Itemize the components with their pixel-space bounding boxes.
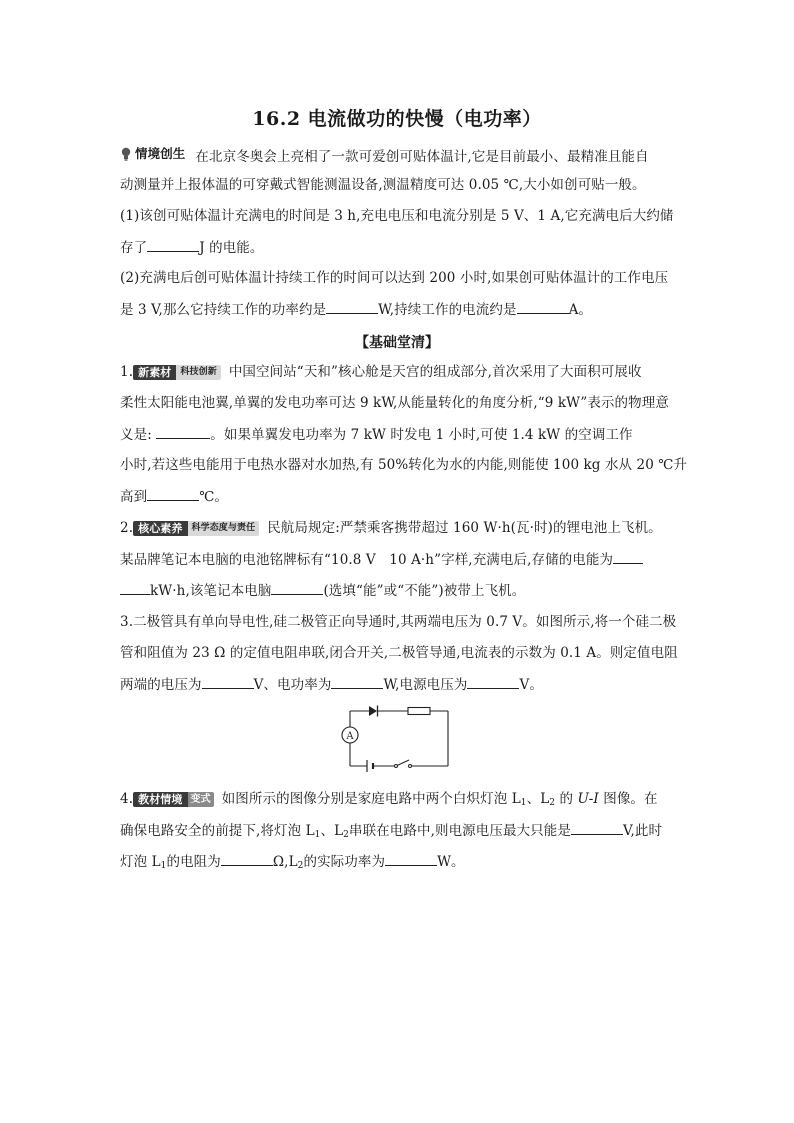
answer-blank[interactable] [147,237,199,252]
q1-line-2: 柔性太阳能电池翼,单翼的发电功率可达 9 kW,从能量转化的角度分析,“9 kW”表示的物理意 [120,395,669,411]
intro-q1-line-2: 存了 J 的电能。 [120,237,680,258]
answer-blank[interactable] [271,580,323,595]
q1-line-3: 义是: 。如果单翼发电功率为 7 kW 时发电 1 小时,可使 1.4 kW 的空调工作 [120,424,680,445]
q2-line-3: kW·h,该笔记本电脑 (选填“能”或“不能”)被带上飞机。 [120,580,680,601]
answer-blank[interactable] [467,674,519,689]
answer-blank[interactable] [613,549,643,564]
intro-q1-line-1: (1)该创可贴体温计充满电的时间是 3 h,充电电压和电流分别是 5 V、1 A,它充满电后大约储 [120,208,674,224]
new-material-tag: 新素材 科技创新 [133,365,221,380]
q4-line-1: 4. 教材情境 变式 如图所示的图像分别是家庭电路中两个白炽灯泡 $L_1$、$L_2$ 的 U-I 图像。在 [120,791,658,808]
circuit-diagram [338,700,454,776]
intro-q2-line-2: 是 3 V,那么它持续工作的功率约是 W,持续工作的电流约是 A。 [120,299,680,320]
q3-line-2: 管和阻值为 23 Ω 的定值电阻串联,闭合开关,二极管导通,电流表的示数为 0.1 A。则定值电阻 [120,645,678,661]
intro-text: 在北京冬奥会上亮相了一款可爱创可贴体温计,它是目前最小、最精准且能自 [195,149,649,165]
page-title: 16.2 电流做功的快慢（电功率） [252,108,542,130]
battery-symbol [367,760,373,772]
q4-line-3: 灯泡 $L_1$的电阻为 $\Omega,L_2$的实际功率为 W。 [120,851,680,876]
resistor-symbol [408,708,430,715]
answer-blank[interactable] [221,851,273,866]
switch-symbol [395,760,412,768]
intro-line-2: 动测量并上报体温的可穿戴式智能测温设备,测温精度可达 0.05 ℃,大小如创可贴一般。 [120,177,646,193]
answer-blank[interactable] [326,299,378,314]
q3-line-1: 3.二极管具有单向导电性,硅二极管正向导通时,其两端电压为 0.7 V。如图所示,将一个硅二极 [120,614,677,630]
q4-line-2: 确保电路安全的前提下,将灯泡 $L_1$、$L_2$串联在电路中,则电源电压最大只能是 V,此时 [120,820,680,845]
q1-line-1: 1. 新素材 科技创新 中国空间站“天和”核心舱是天宫的组成部分,首次采用了大面积可展收 [120,364,642,380]
answer-blank[interactable] [147,486,199,501]
core-literacy-tag: 核心素养 科学态度与责任 [133,521,259,536]
answer-blank[interactable] [331,674,383,689]
q2-line-1: 2. 核心素养 科学态度与责任 民航局规定:严禁乘客携带超过 160 W·h(瓦·时)的锂电池上飞机。 [120,520,662,536]
textbook-context-tag: 教材情境 变式 [133,792,214,807]
diode-symbol [369,706,378,717]
answer-blank[interactable] [517,299,569,314]
answer-blank[interactable] [571,820,623,835]
lightbulb-icon [120,147,132,161]
intro-line-1 [120,144,680,167]
q3-line-3: 两端的电压为 V、电功率为 W,电源电压为 V。 [120,674,680,695]
scene-tag-label: 情境创生 [135,146,186,161]
answer-blank[interactable] [202,674,254,689]
ammeter-label: A [346,731,354,742]
q2-line-2: 某品牌笔记本电脑的电池铭牌标有“10.8 V 10 A·h”字样,充满电后,存储的电能为 [120,549,680,570]
ammeter-symbol [342,727,358,743]
answer-blank[interactable] [120,580,150,595]
q1-line-4: 小时,若这些电能用于电热水器对水加热,有 50%转化为水的内能,则能使 100 kg 水从 20 ℃升 [120,457,688,473]
intro-q2-line-1: (2)充满电后创可贴体温计持续工作的时间可以达到 200 小时,如果创可贴体温计的工作电压 [120,270,669,286]
scene-tag [120,144,185,164]
answer-blank[interactable] [156,424,210,439]
section-title: 【基础堂清】 [355,335,439,351]
answer-blank[interactable] [385,851,437,866]
q1-line-5: 高到 ℃。 [120,486,680,507]
